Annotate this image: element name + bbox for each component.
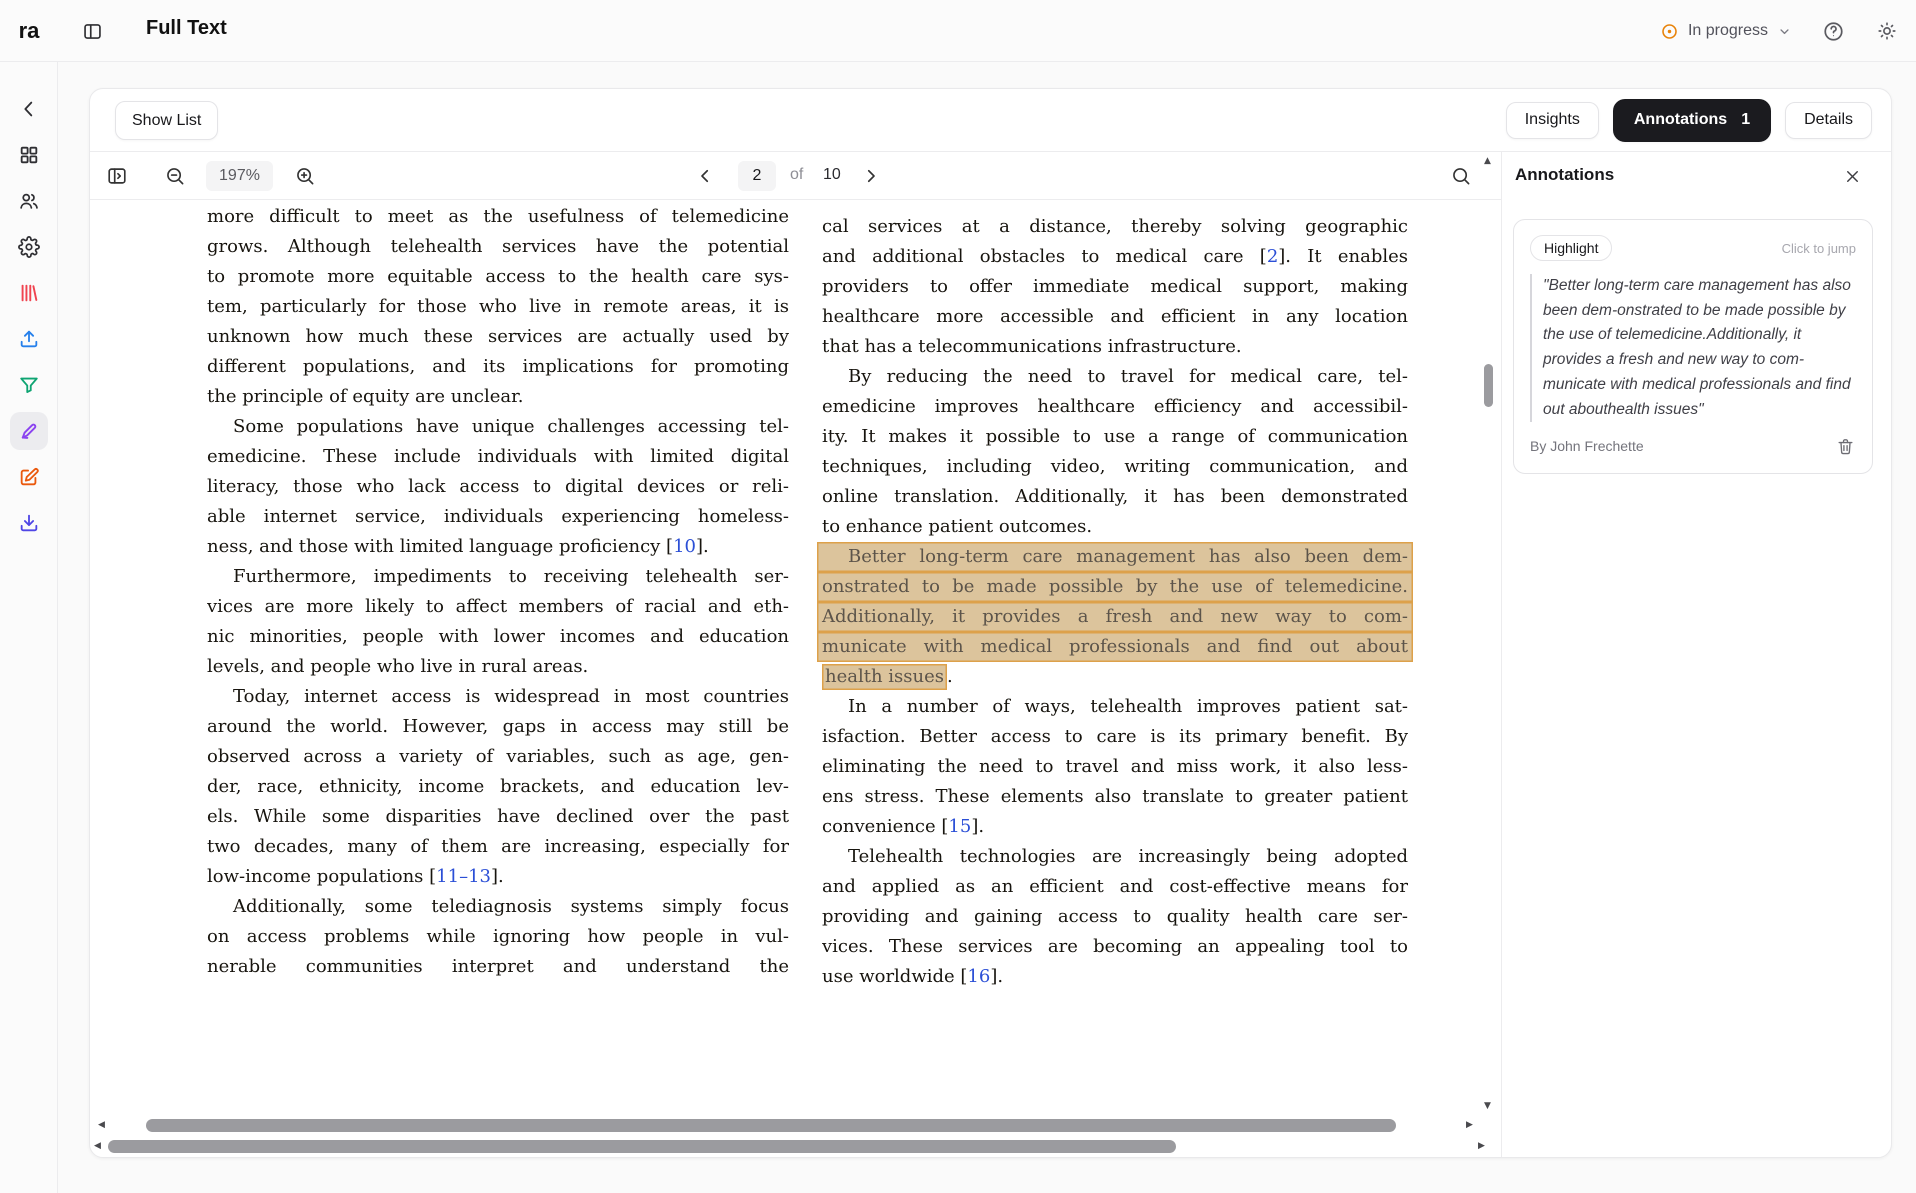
pdf-line: online translation. Additionally, it has been demonstrated: [822, 486, 1408, 507]
pdf-line: and additional obstacles to medical care [2]. It enables: [822, 246, 1408, 267]
pdf-line: that has a telecommunications infrastructure.: [822, 336, 1242, 357]
pdf-line-highlighted[interactable]: health issues .: [822, 662, 1408, 692]
pdf-line: unknown how much these services are actually used by: [207, 326, 789, 347]
filter-icon[interactable]: [10, 366, 48, 404]
pdf-page-view: [90, 200, 1484, 1117]
horizontal-scrollbar-thumb[interactable]: [146, 1119, 1396, 1132]
show-list-button[interactable]: Show List: [115, 101, 218, 140]
page-of-label: of: [790, 166, 804, 183]
download-icon[interactable]: [10, 504, 48, 542]
pdf-line: techniques, including video, writing communication, and: [822, 456, 1408, 477]
pdf-line: ness, and those with limited language proficiency [10].: [207, 536, 709, 557]
pdf-line: In a number of ways, telehealth improves patient sat-: [848, 696, 1408, 717]
pdf-line: vices are more likely to affect members of racial and eth-: [207, 596, 789, 617]
help-icon[interactable]: [1820, 18, 1846, 44]
pdf-line: emedicine improves healthcare efficiency and accessibil-: [822, 396, 1408, 417]
pdf-line: emedicine. These include individuals with limited digital: [207, 446, 789, 467]
status-progress-icon: [1660, 22, 1679, 41]
insights-tab[interactable]: Insights: [1506, 102, 1599, 139]
delete-annotation-icon[interactable]: [1834, 435, 1856, 457]
pdf-line-highlighted[interactable]: onstrated to be made possible by the use of telemedicine.: [817, 572, 1413, 602]
pdf-line: nic minorities, people with lower incomes and education: [207, 626, 789, 647]
pdf-column-left: [207, 202, 789, 982]
pdf-line-highlighted[interactable]: Additionally, it provides a fresh and new way to com-: [817, 602, 1413, 632]
pdf-line: the principle of equity are unclear.: [207, 386, 524, 407]
pdf-line: convenience [15].: [822, 816, 985, 837]
click-to-jump-hint: Click to jump: [1781, 240, 1856, 256]
pdf-line-highlighted[interactable]: municate with medical professionals and find out about: [817, 632, 1413, 662]
pdf-line: levels, and people who live in rural areas.: [207, 656, 589, 677]
zoom-in-icon[interactable]: [292, 163, 318, 189]
pdf-line: Furthermore, impediments to receiving telehealth ser-: [233, 566, 789, 587]
pdf-column-right: [822, 212, 1408, 992]
pdf-line: two decades, many of them are increasing, especially for: [207, 836, 789, 857]
scroll-right-arrow[interactable]: ▶: [1478, 1141, 1485, 1151]
sidebar-toggle-icon[interactable]: [78, 17, 106, 45]
thumbnail-panel-toggle-icon[interactable]: [104, 163, 130, 189]
annotations-panel-title: Annotations: [1515, 165, 1615, 184]
previous-page-icon[interactable]: [692, 163, 718, 189]
scroll-up-arrow[interactable]: ▲: [1484, 156, 1491, 166]
settings-gear-icon[interactable]: [10, 228, 48, 266]
details-tab[interactable]: Details: [1785, 102, 1872, 139]
dashboard-grid-icon[interactable]: [10, 136, 48, 174]
panel-divider: [1501, 152, 1502, 1158]
pdf-line: ity. It makes it possible to use a range of communication: [822, 426, 1408, 447]
pdf-line: different populations, and its implications for promoting: [207, 356, 789, 377]
back-chevron-icon[interactable]: [10, 90, 48, 128]
pdf-line: more difficult to meet as the usefulness of telemedicine: [207, 206, 789, 227]
scroll-left-arrow[interactable]: ◀: [98, 1120, 105, 1130]
pdf-line: to promote more equitable access to the health care sys-: [207, 266, 789, 287]
pdf-line: tem, particularly for those who live in remote areas, it is: [207, 296, 789, 317]
pdf-toolbar: [90, 152, 1501, 199]
pdf-line: literacy, those who lack access to digital devices or reli-: [207, 476, 789, 497]
document-viewer-card: [89, 88, 1892, 1158]
horizontal-scrollbar-thumb[interactable]: [108, 1140, 1176, 1153]
zoom-level[interactable]: 197%: [206, 161, 273, 191]
pdf-line: Today, internet access is widespread in most countries: [233, 686, 789, 707]
scroll-right-arrow[interactable]: ▶: [1466, 1120, 1473, 1130]
pdf-line: Additionally, some telediagnosis systems simply focus: [233, 896, 789, 917]
pdf-line: els. While some disparities have declined over the past: [207, 806, 789, 827]
close-icon[interactable]: [1838, 162, 1866, 190]
app-logo[interactable]: ra: [18, 18, 40, 43]
pdf-line: to enhance patient outcomes.: [822, 516, 1093, 537]
search-icon[interactable]: [1448, 163, 1474, 189]
pdf-line: isfaction. Better access to care is its primary benefit. By: [822, 726, 1408, 747]
next-page-icon[interactable]: [858, 163, 884, 189]
pdf-line: nerable communities interpret and understand the: [207, 956, 789, 977]
pdf-line: ens stress. These elements also translate to greater patient: [822, 786, 1408, 807]
pdf-line: low-income populations [11–13].: [207, 866, 504, 887]
annotations-tab-label: Annotations: [1633, 111, 1728, 128]
pdf-line: By reducing the need to travel for medical care, tel-: [848, 366, 1408, 387]
pdf-line: observed across a variety of variables, such as age, gen-: [207, 746, 789, 767]
library-icon[interactable]: [10, 274, 48, 312]
chevron-down-icon: [1777, 24, 1792, 39]
status-dropdown[interactable]: [1660, 22, 1792, 41]
annotations-tab[interactable]: [1613, 99, 1771, 142]
pdf-line: use worldwide [16].: [822, 966, 1004, 987]
pdf-line: able internet service, individuals experiencing homeless-: [207, 506, 789, 527]
page-total-label: 10: [823, 166, 841, 183]
upload-icon[interactable]: [10, 320, 48, 358]
scroll-left-arrow[interactable]: ◀: [94, 1141, 101, 1151]
scroll-down-arrow[interactable]: ▼: [1484, 1101, 1491, 1111]
pdf-line: on access problems while ignoring how people in vul-: [207, 926, 789, 947]
page-number-input[interactable]: [738, 161, 776, 191]
annotation-author: By John Frechette: [1530, 438, 1644, 455]
pdf-line: Some populations have unique challenges accessing tel-: [233, 416, 789, 437]
users-icon[interactable]: [10, 182, 48, 220]
vertical-scrollbar-thumb[interactable]: [1484, 364, 1493, 407]
pdf-line: grows. Although telehealth services have the potential: [207, 236, 789, 257]
pdf-line: cal services at a distance, thereby solving geographic: [822, 216, 1408, 237]
annotations-count-badge: 1: [1741, 111, 1751, 128]
status-label: In progress: [1687, 22, 1768, 39]
pdf-line: providing and gaining access to quality health care ser-: [822, 906, 1408, 927]
pdf-line: providers to offer immediate medical support, making: [822, 276, 1408, 297]
pdf-line: around the world. However, gaps in access may still be: [207, 716, 789, 737]
pdf-line-highlighted[interactable]: Better long-term care management has also been dem-: [817, 542, 1413, 572]
zoom-out-icon[interactable]: [162, 163, 188, 189]
pdf-line: healthcare more accessible and efficient in any location: [822, 306, 1408, 327]
highlighter-icon[interactable]: [10, 412, 48, 450]
left-sidebar: [0, 0, 58, 1193]
pdf-line: and applied as an efficient and cost-effective means for: [822, 876, 1408, 897]
annotation-card[interactable]: [1513, 219, 1873, 474]
pdf-line: der, race, ethnicity, income brackets, and education lev-: [207, 776, 789, 797]
theme-sun-icon[interactable]: [1874, 18, 1900, 44]
highlight-type-badge: Highlight: [1530, 235, 1612, 261]
pdf-line: vices. These services are becoming an appealing tool to: [822, 936, 1408, 957]
annotation-quote: "Better long-term care management has also been dem-onstrated to be made possible by the use of telemedicine.Additionally, it provides a fresh and new way to com-municate with medical professionals and find out abouthealth issues": [1530, 274, 1856, 422]
edit-note-icon[interactable]: [10, 458, 48, 496]
pdf-line: Telehealth technologies are increasingly being adopted: [848, 846, 1408, 867]
page-title: Full Text: [146, 17, 227, 39]
pdf-line: eliminating the need to travel and miss work, it also less-: [822, 756, 1408, 777]
top-bar: [0, 0, 1916, 62]
